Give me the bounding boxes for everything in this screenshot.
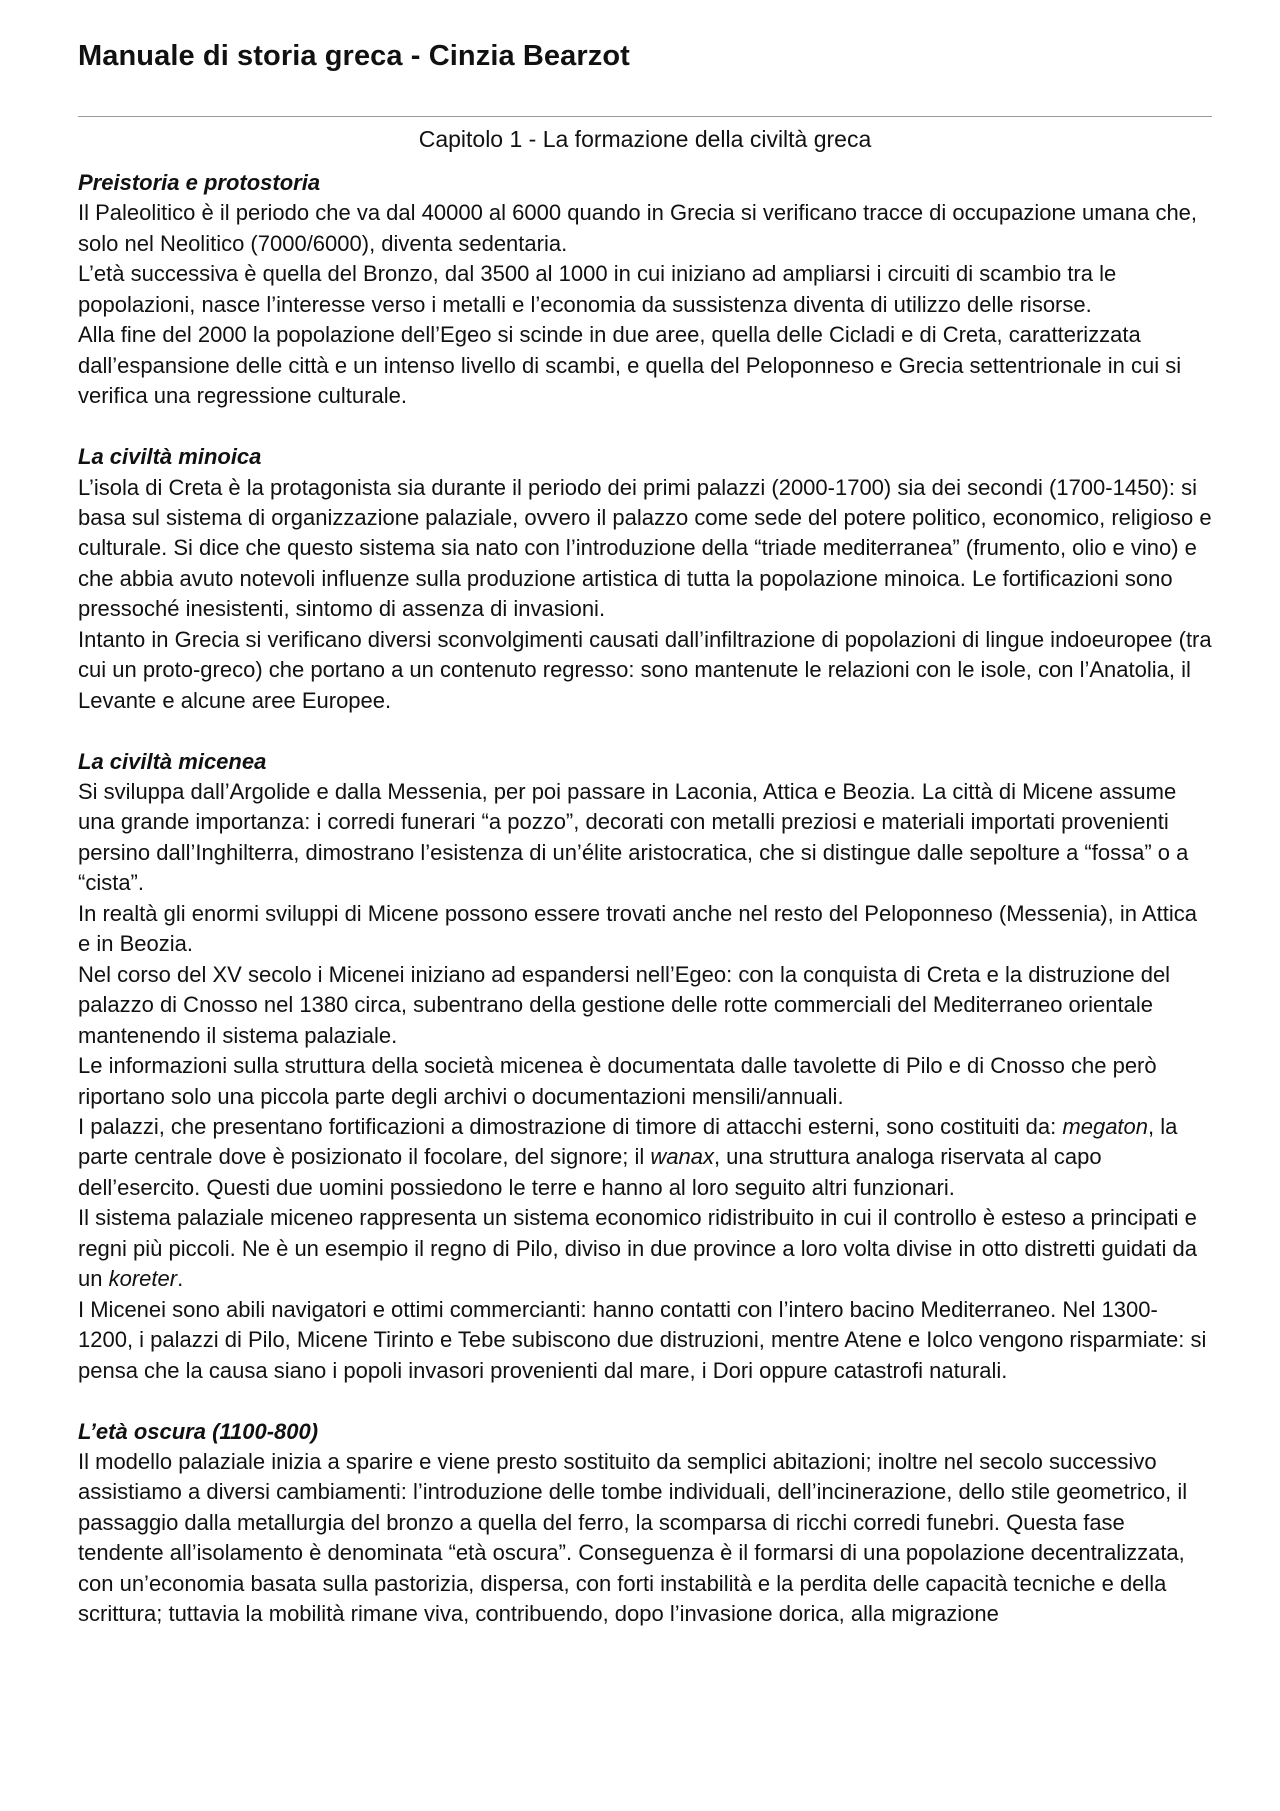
document-title: Manuale di storia greca - Cinzia Bearzot [78,40,630,72]
title-divider [78,116,1212,117]
section-civilta-minoica [78,442,1212,716]
section-eta-oscura [78,1417,1212,1630]
paragraph: L’età successiva è quella del Bronzo, dal 3500 al 1000 in cui iniziano ad ampliarsi i circuiti di scambio tra le popolazioni, nasce l’interesse verso i metalli e l’economia da sussistenza diventa di utilizzo delle risorse. [78,261,1117,317]
paragraph: Alla fine del 2000 la popolazione dell’Egeo si scinde in due aree, quella delle Cicladi e di Creta, caratterizzata dall’espansione delle città e un intenso livello di scambi, e quella del Peloponneso e Grecia settentrionale in cui si verifica una regressione culturale. [78,322,1182,409]
paragraph: Intanto in Grecia si verificano diversi sconvolgimenti causati dall’infiltrazione di popolazioni di lingue indoeuropee (tra cui un proto-greco) che portano a un contenuto regresso: sono mantenute le relazioni con le isole, con l’Anatolia, il Levante e alcune aree Europee. [78,626,1212,713]
paragraph-text: , la parte centrale dove è posizionato il focolare, del signore; il [78,1114,1178,1170]
section-civilta-micenea [78,747,1212,1387]
section-title: La civiltà micenea [78,748,267,774]
paragraph: In realtà gli enormi sviluppi di Micene possono essere trovati anche nel resto del Peloponneso (Messenia), in Attica e in Beozia. [78,900,1197,957]
paragraph-text: Il sistema palaziale miceneo rappresenta un sistema economico ridistribuito in cui il controllo è esteso a principati e regni più piccoli. Ne è un esempio il regno di Pilo, diviso in due province a loro volta divise in otto distretti guidati da un [78,1205,1197,1292]
section-title: L’età oscura (1100-800) [78,1418,319,1444]
paragraph [78,1112,1212,1203]
paragraph: Nel corso del XV secolo i Micenei iniziano ad espandersi nell’Egeo: con la conquista di Creta e la distruzione del palazzo di Cnosso nel 1380 circa, subentrano della gestione delle rotte commerciali del Mediterraneo orientale mantenendo il sistema palaziale. [78,961,1171,1048]
paragraph: Il Paleolitico è il periodo che va dal 40000 al 6000 quando in Grecia si verificano tracce di occupazione umana che, solo nel Neolitico (7000/6000), diventa sedentaria. [78,200,1198,256]
paragraph: L’isola di Creta è la protagonista sia durante il periodo dei primi palazzi (2000-1700) sia dei secondi (1700-1450): si basa sul sistema di organizzazione palaziale, ovvero il palazzo come sede del potere politico, economico, religioso e culturale. Si dice che questo sistema sia nato con l’introduzione della “triade mediterranea” (frumento, olio e vino) e che abbia avuto notevoli influenze sulla produzione artistica di tutta la popolazione minoica. Le fortificazioni sono pressoché inesistenti, sintomo di assenza di invasioni. [78,474,1212,622]
paragraph-text: , una struttura analoga riservata al capo dell’esercito. Questi due uomini possiedono le terre e hanno al loro seguito altri funzionari. [78,1144,1102,1200]
italic-term: wanax [650,1144,714,1170]
chapter-heading: Capitolo 1 - La formazione della civiltà greca [418,126,872,152]
section-title: Preistoria e protostoria [78,170,321,195]
paragraph-text: I palazzi, che presentano fortificazioni a dimostrazione di timore di attacchi esterni, sono costituiti da: [78,1114,1063,1140]
paragraph [78,1203,1212,1294]
italic-term: koreter [108,1266,178,1292]
paragraph: Il modello palaziale inizia a sparire e viene presto sostituito da semplici abitazioni; inoltre nel secolo successivo assistiamo a diversi cambiamenti: l’introduzione delle tombe individuali, dell’incinerazione, dello stile geometrico, il passaggio dalla metallurgia del bronzo a quella del ferro, la scomparsa di ricchi corredi funebri. Questa fase tendente all’isolamento è denominata “età oscura”. Conseguenza è il formarsi di una popolazione decentralizzata, con un’economia basata sulla pastorizia, dispersa, con forti instabilità e la perdita delle capacità tecniche e della scrittura; tuttavia la mobilità rimane viva, contribuendo, dopo l’invasione dorica, alla migrazione [78,1448,1188,1627]
paragraph: Le informazioni sulla struttura della società micenea è documentata dalle tavolette di Pilo e di Cnosso che però riportano solo una piccola parte degli archivi o documentazioni mensili/annuali. [78,1053,1157,1109]
italic-term: megaton [1062,1114,1149,1140]
paragraph: Si sviluppa dall’Argolide e dalla Messenia, per poi passare in Laconia, Attica e Beozia. La città di Micene assume una grande importanza: i corredi funerari “a pozzo”, decorati con metalli preziosi e materiali importati provenienti persino dall’Inghilterra, dimostrano l’esistenza di un’élite aristocratica, che si distingue dalle sepolture a “fossa” o a “cista”. [78,779,1189,896]
section-title: La civiltà minoica [78,444,262,470]
section-preistoria [78,168,1212,412]
paragraph-text: . [177,1266,184,1292]
document-body [78,168,1212,1660]
paragraph: I Micenei sono abili navigatori e ottimi commercianti: hanno contatti con l’intero bacino Mediterraneo. Nel 1300-1200, i palazzi di Pilo, Micene Tirinto e Tebe subiscono due distruzioni, mentre Atene e Iolco vengono risparmiate: si pensa che la causa siano i popoli invasori provenienti dal mare, i Dori oppure catastrofi naturali. [78,1296,1207,1383]
